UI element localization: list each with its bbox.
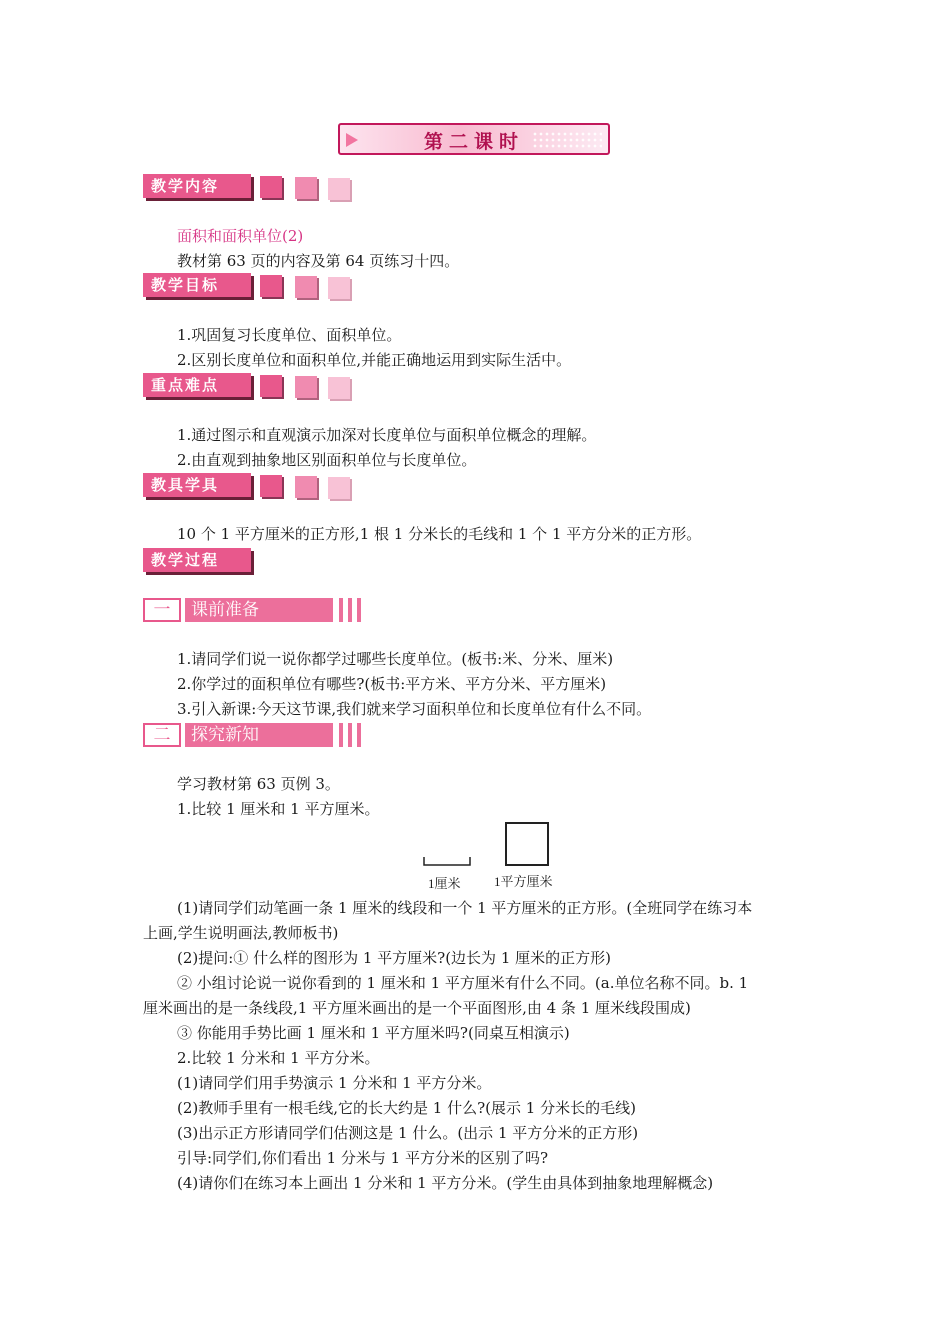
step-text: 2.你学过的面积单位有哪些?(板书:平方米、平方分米、平方厘米) [177, 675, 607, 693]
goal-item: 2.区别长度单位和面积单位,并能正确地运用到实际生活中。 [177, 351, 572, 369]
step-text: ③ 你能用手势比画 1 厘米和 1 平方厘米吗?(同桌互相演示) [177, 1024, 570, 1042]
step-text: 引导:同学们,你们看出 1 分米与 1 平方分米的区别了吗? [177, 1149, 549, 1167]
step-text: 学习教材第 63 页例 3。 [177, 775, 340, 793]
step-title: 课前准备 [185, 598, 333, 622]
step-banner-explore [143, 723, 361, 747]
goal-item: 1.巩固复习长度单位、面积单位。 [177, 326, 402, 344]
one-centimeter-label: 1厘米 [428, 876, 461, 891]
section-header-tools: 教具学具 [143, 473, 251, 497]
key-point-item: 1.通过图示和直观演示加深对长度单位与面积单位概念的理解。 [177, 426, 597, 444]
header-square-decoration [260, 475, 282, 497]
lesson-title: 第二课时 [423, 131, 524, 153]
lesson-title-banner [338, 123, 610, 155]
header-square-decoration [328, 178, 350, 200]
step-text: (2)教师手里有一根毛线,它的长大约是 1 什么?(展示 1 分米长的毛线) [177, 1099, 636, 1117]
step-text: 1.请同学们说一说你都学过哪些长度单位。(板书:米、分米、厘米) [177, 650, 614, 668]
header-square-decoration [295, 276, 317, 298]
stripe-decoration [348, 598, 352, 622]
step-text: 上画,学生说明画法,教师板书) [143, 924, 339, 942]
header-square-decoration [328, 277, 350, 299]
header-square-decoration [260, 275, 282, 297]
header-square-decoration [295, 476, 317, 498]
tools-text: 10 个 1 平方厘米的正方形,1 根 1 分米长的毛线和 1 个 1 平方分米的正方形。 [177, 525, 702, 543]
section-header-key-points: 重点难点 [143, 373, 251, 397]
section-header-content: 教学内容 [143, 174, 251, 198]
step-text: (4)请你们在练习本上画出 1 分米和 1 平方分米。(学生由具体到抽象地理解概念) [177, 1174, 714, 1192]
step-text: (1)请同学们用手势演示 1 分米和 1 平方分米。 [177, 1074, 492, 1092]
step-text: 3.引入新课:今天这节课,我们就来学习面积单位和长度单位有什么不同。 [177, 700, 652, 718]
key-point-item: 2.由直观到抽象地区别面积单位与长度单位。 [177, 451, 477, 469]
lesson-topic: 面积和面积单位(2) [177, 227, 304, 245]
step-text: 2.比较 1 分米和 1 平方分米。 [177, 1049, 380, 1067]
section-header-process: 教学过程 [143, 548, 251, 572]
step-title: 探究新知 [185, 723, 333, 747]
header-square-decoration [328, 477, 350, 499]
step-banner-prepare [143, 598, 361, 622]
header-square-decoration [260, 375, 282, 397]
content-text: 教材第 63 页的内容及第 64 页练习十四。 [177, 252, 460, 270]
step-text: (2)提问:① 什么样的图形为 1 平方厘米?(边长为 1 厘米的正方形) [177, 949, 611, 967]
step-number: 二 [143, 723, 181, 747]
step-text: 1.比较 1 厘米和 1 平方厘米。 [177, 800, 380, 818]
stripe-decoration [348, 723, 352, 747]
header-square-decoration [260, 176, 282, 198]
step-text: 厘米画出的是一条线段,1 平方厘米画出的是一个平面图形,由 4 条 1 厘米线段围成) [143, 999, 691, 1017]
header-square-decoration [295, 376, 317, 398]
stripe-decoration [357, 723, 361, 747]
step-text: ② 小组讨论说一说你看到的 1 厘米和 1 平方厘米有什么不同。(a.单位名称不同。b. 1 [177, 974, 749, 992]
one-square-centimeter-label: 1平方厘米 [494, 874, 553, 889]
stripe-decoration [357, 598, 361, 622]
step-number: 一 [143, 598, 181, 622]
step-text: (3)出示正方形请同学们估测这是 1 什么。(出示 1 平方分米的正方形) [177, 1124, 639, 1142]
one-square-centimeter-figure [505, 822, 549, 866]
step-text: (1)请同学们动笔画一条 1 厘米的线段和一个 1 平方厘米的正方形。(全班同学在练习本 [177, 899, 753, 917]
one-centimeter-line-figure [423, 856, 471, 868]
stripe-decoration [339, 598, 343, 622]
section-header-goals: 教学目标 [143, 273, 251, 297]
header-square-decoration [295, 177, 317, 199]
header-square-decoration [328, 377, 350, 399]
stripe-decoration [339, 723, 343, 747]
